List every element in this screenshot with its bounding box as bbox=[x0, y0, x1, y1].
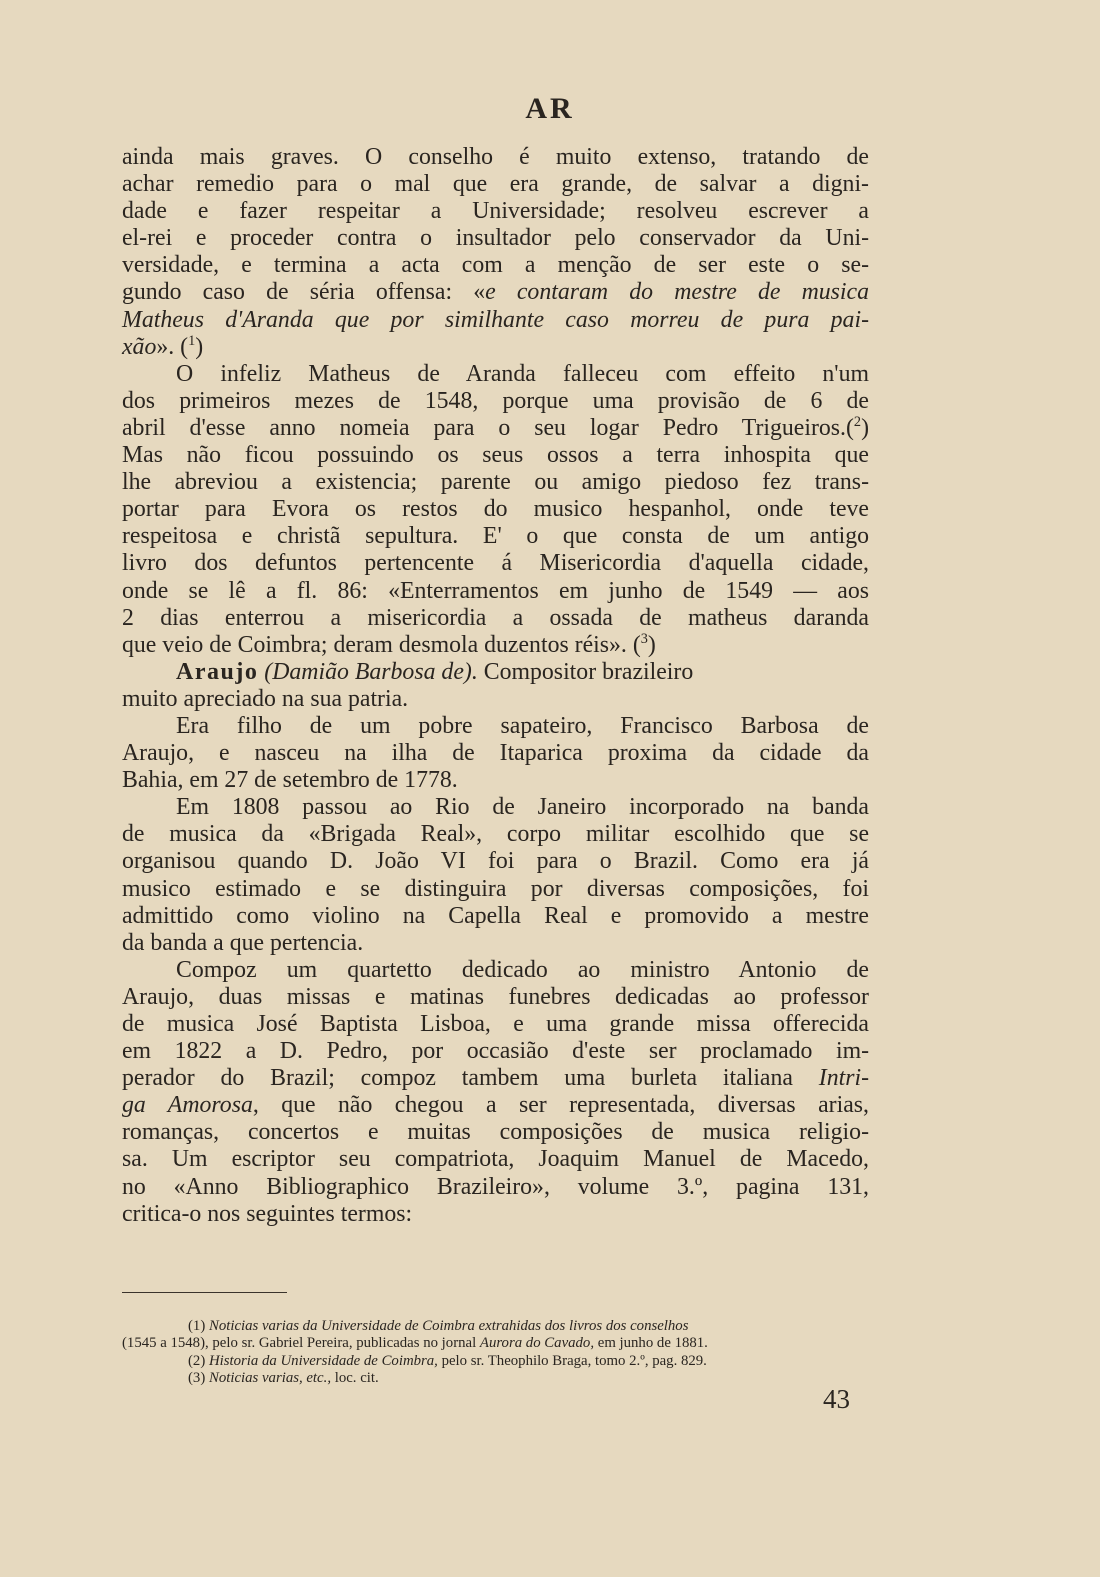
text-line: portar para Evora os restos do musico hespanhol, onde teve bbox=[122, 496, 869, 523]
footnote-title: Historia da Universidade de Coimbra, bbox=[208, 1352, 438, 1369]
text-line: da banda a que pertencia. bbox=[122, 929, 364, 956]
text-line bbox=[122, 1065, 869, 1092]
running-head: AR bbox=[525, 92, 575, 125]
entry-name-detail: (Damião Barbosa de). bbox=[264, 658, 478, 685]
paragraph-start: Era filho de um pobre sapateiro, Francisco Barbosa de bbox=[176, 712, 869, 739]
footnote-3 bbox=[122, 1370, 869, 1387]
text-line: dade e fazer respeitar a Universidade; resolveu escrever a bbox=[122, 198, 869, 225]
text-line bbox=[122, 307, 869, 334]
text-line: organisou quando D. João VI foi para o Brazil. Como era já bbox=[122, 848, 869, 875]
work-title-italic: ga Amorosa bbox=[122, 1092, 253, 1119]
paragraph-start: O infeliz Matheus de Aranda falleceu com effeito n'um bbox=[176, 360, 869, 387]
text-line bbox=[122, 279, 869, 306]
text-line bbox=[122, 1092, 869, 1119]
footnote-1 bbox=[122, 1318, 869, 1335]
text-line: lhe abreviou a existencia; parente ou amigo piedoso fez trans- bbox=[122, 469, 869, 496]
entry-heading-line bbox=[122, 659, 869, 686]
text-line: onde se lê a fl. 86: «Enterramentos em junho de 1549 — aos bbox=[122, 577, 869, 604]
footnote-title: Noticias varias, etc., bbox=[208, 1370, 332, 1387]
text-line: Mas não ficou possuindo os seus ossos a terra inhospita que bbox=[122, 442, 869, 469]
text-run: ». ( bbox=[156, 333, 189, 360]
footnote-mark: (2) bbox=[188, 1352, 209, 1369]
footnotes bbox=[122, 1318, 869, 1388]
paragraph-start: Compoz um quartetto dedicado ao ministro Antonio de bbox=[176, 956, 869, 983]
text-line: ainda mais graves. O conselho é muito extenso, tratando de bbox=[122, 144, 869, 170]
text-line: livro dos defuntos pertencente á Misericordia d'aquella cidade, bbox=[122, 550, 869, 577]
text-line: de musica da «Brigada Real», corpo militar escolhido que se bbox=[122, 821, 869, 848]
text-run: que veio de Coimbra; deram desmola duzentos réis». ( bbox=[122, 631, 641, 658]
footnote-ref: 1 bbox=[188, 332, 196, 349]
quotation-italic: e contaram do mestre de musica bbox=[485, 279, 869, 306]
footnote-2 bbox=[122, 1353, 869, 1370]
footnote-divider bbox=[122, 1292, 287, 1293]
footnote-ref: 2 bbox=[853, 414, 862, 431]
text-run: , que não chegou a ser representada, diversas arias, bbox=[252, 1092, 869, 1119]
text-run: ) bbox=[647, 631, 656, 658]
text-line: Bahia, em 27 de setembro de 1778. bbox=[122, 767, 458, 794]
text-line: critica-o nos seguintes termos: bbox=[122, 1200, 413, 1227]
text-run: perador do Brazil; compoz tambem uma burleta italiana bbox=[122, 1065, 819, 1092]
text-line: Araujo, e nasceu na ilha de Itaparica proxima da cidade da bbox=[122, 740, 869, 767]
footnote-title: Aurora do Cavado, bbox=[479, 1335, 595, 1352]
footnote-text: em junho de 1881. bbox=[594, 1335, 708, 1352]
text-run: Compositor brazileiro bbox=[477, 658, 694, 685]
quotation-italic: Matheus d'Aranda que por similhante caso morreu de pura pai- bbox=[122, 306, 869, 333]
footnote-title: Noticias varias da Universidade de Coimbra extrahidas dos livros dos conselhos bbox=[208, 1318, 689, 1334]
text-line: respeitosa e christã sepultura. E' o que consta de um antigo bbox=[122, 523, 869, 550]
text-run: ) bbox=[861, 414, 869, 441]
footnote-text: loc. cit. bbox=[331, 1370, 379, 1387]
text-run: gundo caso de séria offensa: « bbox=[122, 279, 486, 306]
text-line: el-rei e proceder contra o insultador pelo conservador da Uni- bbox=[122, 225, 869, 252]
entry-name: Araujo bbox=[176, 658, 259, 685]
text-line: muito apreciado na sua patria. bbox=[122, 685, 409, 712]
text-line: romanças, concertos e muitas composições de musica religio- bbox=[122, 1119, 869, 1146]
text-line: de musica José Baptista Lisboa, e uma grande missa offerecida bbox=[122, 1011, 869, 1037]
main-text bbox=[122, 144, 869, 1228]
footnote-mark: (3) bbox=[188, 1370, 209, 1387]
text-line: achar remedio para o mal que era grande, de salvar a digni- bbox=[122, 171, 869, 198]
text-line: Araujo, duas missas e matinas funebres dedicadas ao professor bbox=[122, 983, 869, 1010]
footnote-mark: (1) bbox=[188, 1318, 209, 1334]
text-line: admittido como violino na Capella Real e promovido a mestre bbox=[122, 902, 869, 929]
text-line: em 1822 a D. Pedro, por occasião d'este ser proclamado im- bbox=[122, 1038, 869, 1065]
paragraph-start: Em 1808 passou ao Rio de Janeiro incorporado na banda bbox=[176, 794, 869, 821]
text-line bbox=[122, 334, 869, 361]
text-line: 2 dias enterrou a misericordia a ossada de matheus daranda bbox=[122, 604, 869, 631]
text-line bbox=[122, 415, 869, 442]
text-line: dos primeiros mezes de 1548, porque uma provisão de 6 de bbox=[122, 387, 869, 414]
footnote-text: (1545 a 1548), pelo sr. Gabriel Pereira, publicadas no jornal bbox=[122, 1335, 480, 1352]
footnote-ref: 3 bbox=[640, 630, 648, 647]
footnote-text: pelo sr. Theophilo Braga, tomo 2.º, pag. 829. bbox=[437, 1352, 707, 1369]
text-run: ) bbox=[195, 333, 204, 360]
page-number: 43 bbox=[823, 1384, 850, 1414]
text-line: musico estimado e se distinguira por diversas composições, foi bbox=[122, 875, 869, 902]
text-run: abril d'esse anno nomeia para o seu logar Pedro Trigueiros.( bbox=[122, 414, 854, 441]
text-line bbox=[122, 632, 869, 659]
work-title-italic: Intri- bbox=[818, 1065, 869, 1092]
footnote-1-continued bbox=[122, 1335, 869, 1352]
quotation-italic: xão bbox=[122, 333, 157, 360]
text-line: versidade, e termina a acta com a menção de ser este o se- bbox=[122, 252, 869, 279]
text-line: sa. Um escriptor seu compatriota, Joaquim Manuel de Macedo, bbox=[122, 1146, 869, 1173]
text-line: no «Anno Bibliographico Brazileiro», volume 3.º, pagina 131, bbox=[122, 1173, 869, 1200]
